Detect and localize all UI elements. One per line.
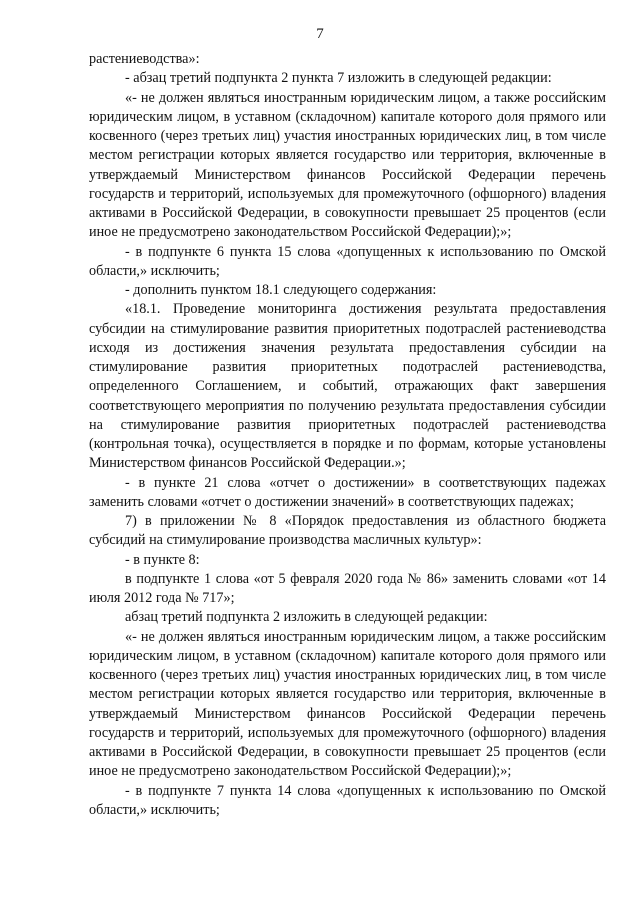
paragraph: - в пункте 21 слова «отчет о достижении» в соответствующих падежах заменить словами «отчет о достижении значений» в соответствующих падежах; xyxy=(89,474,606,510)
paragraph: «18.1. Проведение мониторинга достижения результата предоставления субсидии на стимулирование развития приоритетных подотраслей растениеводства исходя из достижения значения результата предоставления субсидии на стимулирование развития приоритетных подотраслей растениеводства, определенного Соглашением, и событий, отражающих факт завершения соответствующего мероприятия по получению результата предоставления субсидии на стимулирование развития приоритетных подотраслей растениеводства (контрольная точка), осуществляется в порядке и по формам, которые установлены Министерством финансов Российской Федерации.»; xyxy=(89,301,606,472)
paragraph: - дополнить пунктом 18.1 следующего содержания: xyxy=(125,282,437,298)
document-body xyxy=(89,50,606,820)
paragraph: «- не должен являться иностранным юридическим лицом, а также российским юридическим лицом, в уставном (складочном) капитале которого доля прямого или косвенного (через третьих лиц) участия иностранных юридических лиц, в том числе местом регистрации которых является государство или территория, включенные в утверждаемый Министерством финансов Российской Федерации перечень государств и территорий, используемых для промежуточного (офшорного) владения активами в Российской Федерации, в совокупности превышает 25 процентов (если иное не предусмотрено законодательством Российской Федерации);»; xyxy=(89,89,606,241)
page-number: 7 xyxy=(316,26,324,42)
paragraph: абзац третий подпункта 2 изложить в следующей редакции: xyxy=(125,609,488,626)
paragraph: - в подпункте 7 пункта 14 слова «допущенных к использованию по Омской области,» исключить; xyxy=(89,782,606,818)
paragraph: 7) в приложении № 8 «Порядок предоставления из областного бюджета субсидий на стимулирование производства масличных культур»: xyxy=(89,513,606,549)
paragraph: - в подпункте 6 пункта 15 слова «допущенных к использованию по Омской области,» исключить; xyxy=(89,243,606,279)
paragraph: - абзац третий подпункта 2 пункта 7 изложить в следующей редакции: xyxy=(125,70,552,87)
paragraph: - в пункте 8: xyxy=(125,551,200,568)
paragraph: «- не должен являться иностранным юридическим лицом, а также российским юридическим лицом, в уставном (складочном) капитале которого доля прямого или косвенного (через третьих лиц) участия иностранных юридических лиц, в том числе местом регистрации которых является государство или территория, включенные в утверждаемый Министерством финансов Российской Федерации перечень государств и территорий, используемых для промежуточного (офшорного) владения активами в Российской Федерации, в совокупности превышает 25 процентов (если иное не предусмотрено законодательством Российской Федерации);»; xyxy=(89,628,606,780)
paragraph: растениеводства»: xyxy=(89,51,200,67)
paragraph: в подпункте 1 слова «от 5 февраля 2020 года № 86» заменить словами «от 14 июля 2012 года № 717»; xyxy=(89,570,606,606)
